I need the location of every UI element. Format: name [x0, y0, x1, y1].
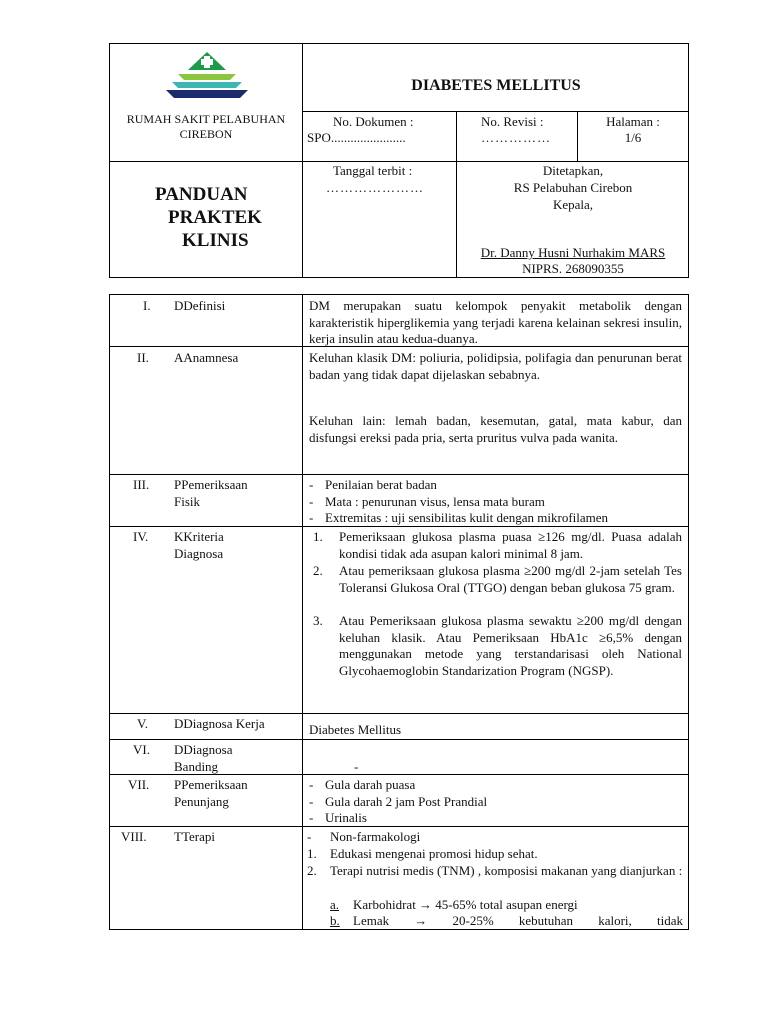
ditetapkan-text: Ditetapkan,: [542, 163, 604, 178]
halaman-label: Halaman :: [606, 114, 660, 129]
table-vline-label: [302, 294, 303, 930]
tanggal-value: …………………: [326, 180, 424, 195]
row-number: V.: [137, 716, 148, 731]
kriteria-item-2: [309, 563, 682, 596]
halaman-value: 1/6: [624, 130, 642, 145]
header-hline-2: [109, 161, 689, 162]
item-letter: b.: [330, 913, 340, 928]
panduan-line-2: PRAKTEK: [168, 207, 262, 228]
list-item: - Mata : penurunan visus, lensa mata buram: [303, 494, 683, 511]
row-label: TTerapi: [174, 829, 215, 844]
row-number: II.: [137, 350, 149, 365]
anamnesa-paragraph-2: Keluhan lain: lemah badan, kesemutan, gatal, mata kabur, dan disfungsi ereksi pada pria, serta pruritus vulva pada wanita.: [309, 413, 682, 445]
header-hline-1: [302, 111, 689, 112]
terapi-nonfarm-text: Non-farmakologi: [330, 829, 421, 844]
row-divider: [109, 739, 689, 740]
definisi-text: DM merupakan suatu kelompok penyakit metabolik dengan karakteristik hiperglikemia yang terjadi karena kelainan sekresi insulin, kerja insulin atau kedua-duanya.: [309, 298, 682, 346]
pemeriksaan-penunjang-list: [303, 777, 683, 827]
revisi-value: ……………: [481, 130, 551, 145]
diagnosa-kerja-text: Diabetes Mellitus: [309, 722, 402, 737]
item-number: 2.: [307, 863, 317, 878]
hospital-name: RUMAH SAKIT PELABUHAN CIREBON: [126, 112, 286, 141]
list-item: - Gula darah 2 jam Post Prandial: [303, 794, 683, 811]
kepala-text: Kepala,: [552, 197, 594, 212]
row-divider: [109, 474, 689, 475]
item-number: 2.: [313, 563, 323, 578]
row-label: DDefinisi: [174, 298, 226, 313]
document-title: DIABETES MELLITUS: [411, 77, 581, 94]
row-label-cont: Penunjang: [174, 794, 229, 809]
list-item: - Gula darah puasa: [303, 777, 683, 794]
row-label-cont: Diagnosa: [174, 546, 224, 561]
terapi-nonfarm: [307, 829, 687, 846]
pemeriksaan-fisik-list: [303, 477, 683, 527]
row-label: AAnamnesa: [174, 350, 239, 365]
terapi-sub-a: [330, 897, 683, 914]
row-number: VIII.: [121, 829, 147, 844]
terapi-sub-text: Karbohidrat → 45-65% total asupan energi: [353, 897, 578, 912]
tanggal-label: Tanggal terbit :: [333, 163, 413, 178]
kriteria-item-1: [309, 529, 682, 562]
diagnosa-banding-text: -: [354, 759, 359, 774]
row-number: VII.: [128, 777, 150, 792]
dash-marker: -: [307, 829, 312, 844]
list-item: - Extremitas : uji sensibilitas kulit dengan mikrofilamen: [303, 510, 683, 527]
row-label: DDiagnosa Kerja: [174, 716, 265, 731]
row-label: PPemeriksaan: [174, 777, 248, 792]
dokumen-value: SPO.......................: [307, 130, 406, 145]
row-label-cont: Banding: [174, 759, 219, 774]
terapi-sub-b: [330, 913, 683, 930]
revisi-label: No. Revisi :: [481, 114, 544, 129]
item-number: 1.: [307, 846, 317, 861]
kriteria-text: Atau pemeriksaan glukosa plasma ≥200 mg/dl 2-jam setelah Tes Toleransi Glukosa Oral (TTGO) dengan beban glukosa 75 gram.: [339, 563, 682, 595]
terapi-item-1: [307, 846, 683, 863]
row-label: DDiagnosa: [174, 742, 233, 757]
anamnesa-paragraph-1: Keluhan klasik DM: poliuria, polidipsia, polifagia dan penurunan berat badan yang tidak dapat dijelaskan sebabnya.: [309, 350, 682, 382]
dokumen-label: No. Dokumen :: [333, 114, 414, 129]
item-letter: a.: [330, 897, 340, 912]
niprs-text: NIPRS. 268090355: [522, 261, 624, 276]
terapi-text: Terapi nutrisi medis (TNM) , komposisi makanan yang dianjurkan :: [330, 863, 683, 878]
rs-name-text: RS Pelabuhan Cirebon: [513, 180, 633, 195]
panduan-line-1: PANDUAN: [155, 184, 248, 205]
list-item: - Urinalis: [303, 810, 683, 827]
terapi-text: Edukasi mengenai promosi hidup sehat.: [330, 846, 538, 861]
terapi-item-2: [307, 863, 683, 880]
row-label: PPemeriksaan: [174, 477, 248, 492]
item-number: 3.: [313, 613, 323, 628]
row-number: I.: [143, 298, 151, 313]
kriteria-text: Atau Pemeriksaan glukosa plasma sewaktu ≥200 mg/dl dengan keluhan klasik. Atau Pemeriksaan HbA1c ≥6,5% dengan menggunakan metode yang terstandarisasi oleh National Glycohaemoglobin Standarization Program (NGSP).: [339, 613, 682, 678]
hospital-logo: [162, 50, 252, 102]
row-divider: [109, 713, 689, 714]
item-number: 1.: [313, 529, 323, 544]
signer-name: Dr. Danny Husni Nurhakim MARS: [480, 245, 666, 260]
row-label-cont: Fisik: [174, 494, 201, 509]
row-label: KKriteria: [174, 529, 224, 544]
row-number: IV.: [133, 529, 149, 544]
list-item: - Penilaian berat badan: [303, 477, 683, 494]
kriteria-text: Pemeriksaan glukosa plasma puasa ≥126 mg/dl. Puasa adalah kondisi tidak ada asupan kalori minimal 8 jam.: [339, 529, 682, 561]
panduan-line-3: KLINIS: [182, 230, 249, 251]
terapi-sub-text: Lemak → 20-25% kebutuhan kalori, tidak: [353, 913, 683, 928]
row-number: III.: [133, 477, 150, 492]
kriteria-item-3: [309, 613, 682, 679]
row-number: VI.: [133, 742, 150, 757]
